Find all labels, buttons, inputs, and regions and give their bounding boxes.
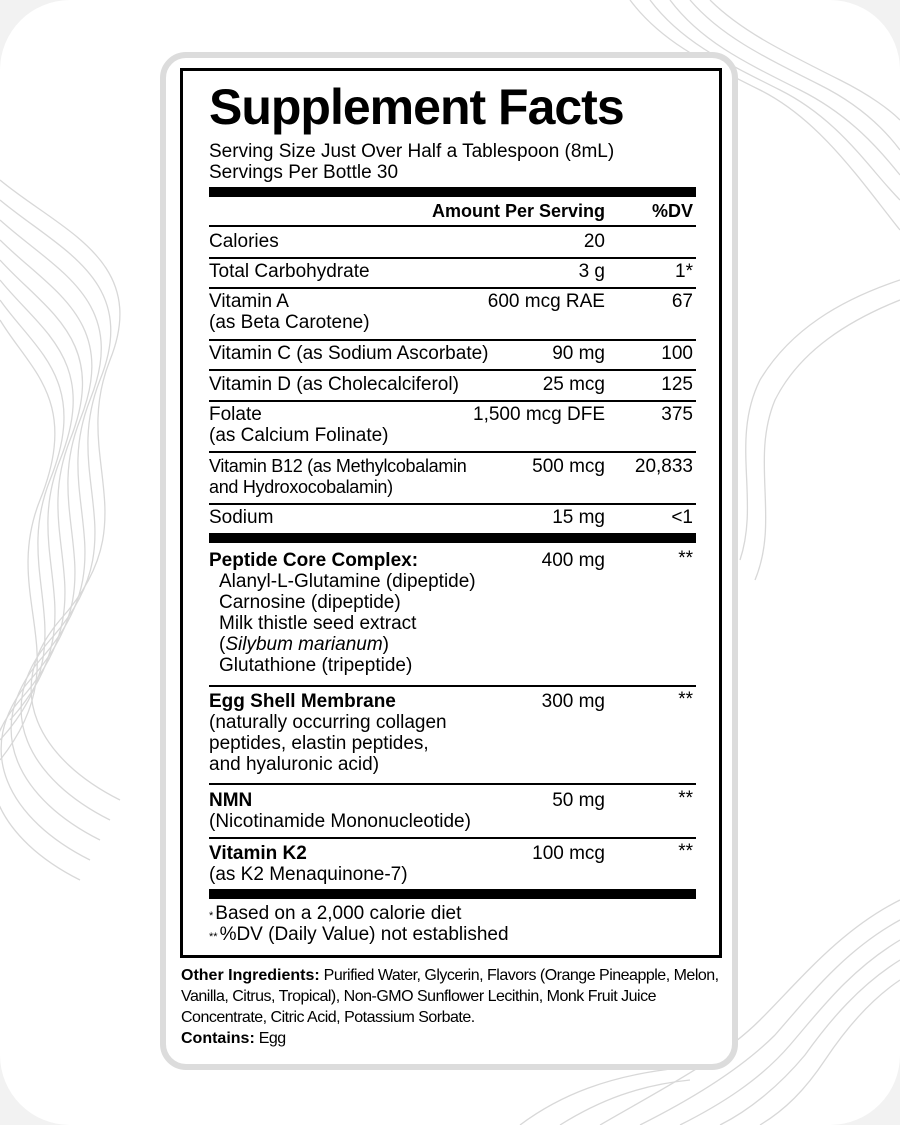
blend-amount: 300 mg [541, 691, 605, 712]
nutrient-name: Total Carbohydrate [209, 261, 370, 282]
nutrient-amount: 500 mcg [532, 456, 605, 477]
divider [209, 257, 696, 259]
divider [209, 783, 696, 785]
nutrient-dv: 20,833 [634, 456, 693, 477]
column-header-dv: %DV [651, 201, 693, 221]
nutrient-dv: 375 [661, 404, 693, 425]
nutrient-dv: 125 [661, 374, 693, 395]
serving-size: Serving Size Just Over Half a Tablespoon (8mL) [209, 141, 615, 162]
nutrient-name: Vitamin C (as Sodium Ascorbate) [209, 343, 489, 364]
footnote [209, 903, 461, 925]
blend-description: peptides, elastin peptides, [209, 733, 429, 754]
nutrient-name: Vitamin A [209, 291, 289, 312]
nutrient-source: and Hydroxocobalamin) [209, 477, 393, 497]
nutrient-dv: <1 [671, 507, 693, 528]
divider [209, 400, 696, 402]
blend-ingredient-latin [219, 634, 389, 655]
thick-divider [209, 533, 696, 543]
other-ingredients-text: Purified Water, Glycerin, Flavors (Orange Pineapple, Melon, Vanilla, Citrus, Tropical), Non-GMO Sunflower Lecithin, Monk Fruit Juice Concentrate, Citric Acid, Potassium Sorbate. [181, 967, 719, 1026]
divider [209, 503, 696, 505]
latin-name: Silybum marianum [225, 634, 383, 655]
divider [209, 451, 696, 453]
contains-label: Contains: [181, 1030, 255, 1047]
blend-description: (Nicotinamide Mononucleotide) [209, 811, 471, 832]
other-ingredients-label: Other Ingredients: [181, 967, 320, 984]
blend-description: (naturally occurring collagen [209, 712, 447, 733]
footnote-text: Based on a 2,000 calorie diet [215, 903, 462, 924]
blend-name: NMN [209, 790, 253, 811]
blend-description: (as K2 Menaquinone-7) [209, 864, 408, 885]
nutrient-dv: 1* [675, 261, 693, 282]
blend-ingredient: Glutathione (tripeptide) [219, 655, 413, 676]
divider [209, 287, 696, 289]
blend-dv: ** [678, 689, 693, 710]
nutrient-name: Folate [209, 404, 262, 425]
contains-text: Egg [258, 1030, 286, 1047]
nutrient-amount: 25 mcg [542, 374, 605, 395]
supplement-facts-panel [180, 68, 722, 958]
thick-divider [209, 889, 696, 899]
divider [209, 837, 696, 839]
footnote-mark: * [209, 910, 214, 922]
paren-open: ( [219, 634, 226, 655]
other-ingredients [181, 965, 726, 1049]
nutrient-name: Sodium [209, 507, 274, 528]
nutrient-amount: 15 mg [552, 507, 605, 528]
blend-ingredient: Carnosine (dipeptide) [219, 592, 401, 613]
divider [209, 369, 696, 371]
nutrient-name: Calories [209, 231, 279, 252]
servings-per-container: Servings Per Bottle 30 [209, 162, 399, 183]
blend-name: Egg Shell Membrane [209, 691, 396, 712]
paren-close: ) [382, 634, 389, 655]
blend-description: and hyaluronic acid) [209, 754, 380, 775]
nutrient-name: Vitamin B12 (as Methylcobalamin [209, 456, 467, 476]
footnote [209, 924, 509, 946]
blend-amount: 100 mcg [532, 843, 605, 864]
blend-ingredient: Alanyl-L-Glutamine (dipeptide) [219, 571, 476, 592]
blend-dv: ** [678, 548, 693, 569]
divider [209, 225, 696, 227]
thick-divider [209, 187, 696, 197]
blend-dv: ** [678, 841, 693, 862]
blend-dv: ** [678, 788, 693, 809]
nutrient-amount: 20 [583, 231, 605, 252]
blend-name: Peptide Core Complex: [209, 550, 419, 571]
nutrient-name: Vitamin D (as Cholecalciferol) [209, 374, 459, 395]
nutrient-dv: 67 [671, 291, 693, 312]
divider [209, 685, 696, 687]
nutrient-amount: 1,500 mcg DFE [473, 404, 605, 425]
nutrient-amount: 90 mg [552, 343, 605, 364]
footnote-text: %DV (Daily Value) not established [219, 924, 509, 945]
nutrient-source: (as Beta Carotene) [209, 312, 370, 333]
nutrient-source: (as Calcium Folinate) [209, 425, 389, 446]
footnote-mark: ** [209, 931, 218, 943]
divider [209, 339, 696, 341]
page-title: Supplement Facts [209, 79, 624, 135]
nutrient-amount: 600 mcg RAE [487, 291, 605, 312]
blend-amount: 50 mg [552, 790, 605, 811]
blend-ingredient: Milk thistle seed extract [219, 613, 417, 634]
blend-name: Vitamin K2 [209, 843, 307, 864]
nutrient-amount: 3 g [578, 261, 605, 282]
column-header-amount: Amount Per Serving [431, 201, 605, 221]
blend-amount: 400 mg [541, 550, 605, 571]
nutrient-dv: 100 [661, 343, 693, 364]
